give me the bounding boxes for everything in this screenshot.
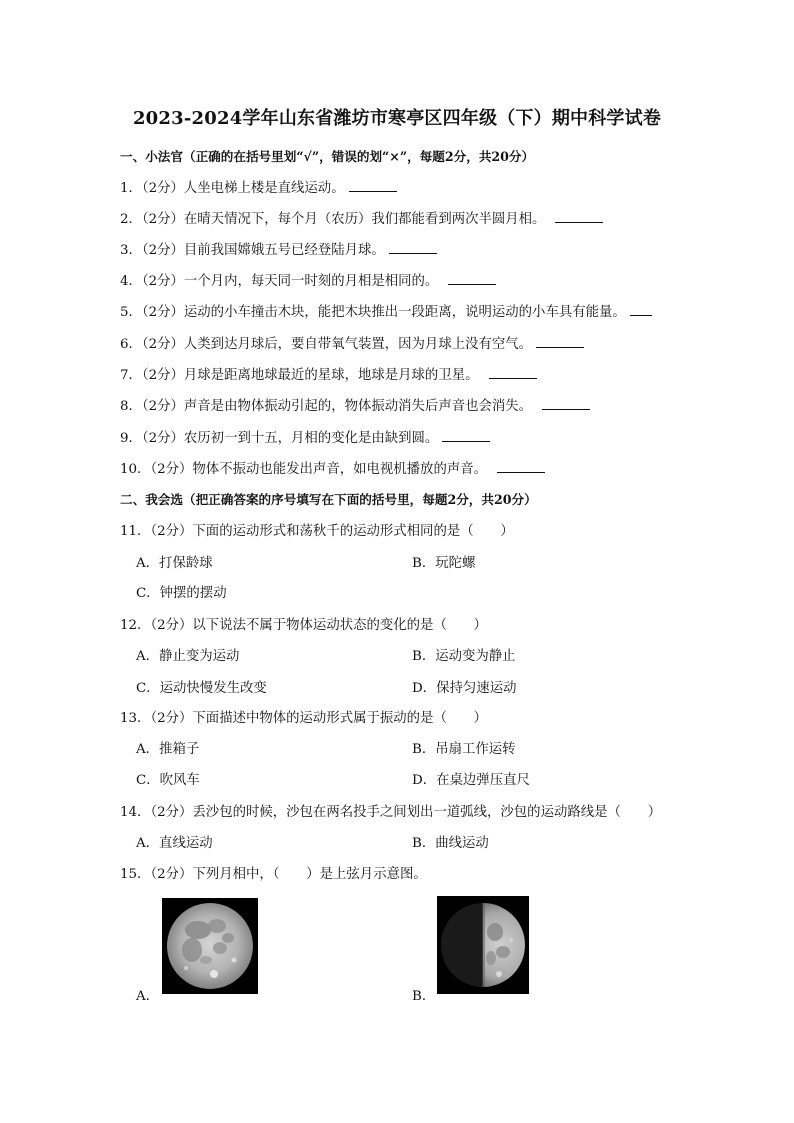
question-8-text: 8．（2分）声音是由物体振动引起的，物体振动消失后声音也会消失。 xyxy=(120,399,533,414)
option-15-a[interactable]: A． xyxy=(136,989,160,1004)
option-13-b[interactable]: B．吊扇工作运转 xyxy=(412,742,516,757)
full-moon-image[interactable] xyxy=(162,898,258,994)
option-12-c[interactable]: C．运动快慢发生改变 xyxy=(136,681,267,696)
exam-title: 2023-2024学年山东省潍坊市寒亭区四年级（下）期中科学试卷 xyxy=(132,108,662,129)
question-12: 12．（2分）以下说法不属于物体运动状态的变化的是（ ） xyxy=(120,618,488,633)
question-7-text: 7．（2分）月球是距离地球最近的星球，地球是月球的卫星。 xyxy=(120,368,479,383)
question-14: 14．（2分）丢沙包的时候，沙包在两名投手之间划出一道弧线，沙包的运动路线是（ ） xyxy=(120,805,662,820)
answer-blank[interactable] xyxy=(442,429,490,442)
question-5-text: 5．（2分）运动的小车撞击木块，能把木块推出一段距离，说明运动的小车具有能量。 xyxy=(120,305,626,320)
answer-blank[interactable] xyxy=(497,460,545,473)
answer-blank[interactable] xyxy=(349,179,397,192)
question-11: 11．（2分）下面的运动形式和荡秋千的运动形式相同的是（ ） xyxy=(120,524,514,539)
question-9 xyxy=(120,427,490,446)
question-1 xyxy=(120,177,397,196)
question-3-text: 3．（2分）目前我国嫦娥五号已经登陆月球。 xyxy=(120,243,385,258)
option-12-b[interactable]: B．运动变为静止 xyxy=(412,649,516,664)
question-15: 15．（2分）下列月相中，（ ）是上弦月示意图。 xyxy=(120,867,427,882)
question-2-text: 2．（2分）在晴天情况下，每个月（农历）我们都能看到两次半圆月相。 xyxy=(120,212,546,227)
option-15-b[interactable]: B． xyxy=(412,989,436,1004)
question-6-text: 6．（2分）人类到达月球后，要自带氧气装置，因为月球上没有空气。 xyxy=(120,337,533,352)
option-11-a[interactable]: A．打保龄球 xyxy=(136,556,213,571)
question-4 xyxy=(120,270,496,289)
answer-blank[interactable] xyxy=(389,241,437,254)
option-14-b[interactable]: B．曲线运动 xyxy=(412,836,489,851)
question-6 xyxy=(120,333,584,352)
question-4-text: 4．（2分）一个月内，每天同一时刻的月相是相同的。 xyxy=(120,274,439,289)
answer-blank[interactable] xyxy=(536,335,584,348)
question-2 xyxy=(120,208,603,227)
option-11-c[interactable]: C．钟摆的摆动 xyxy=(136,586,227,601)
option-13-a[interactable]: A．推箱子 xyxy=(136,742,200,757)
question-5 xyxy=(120,301,652,320)
question-1-text: 1．（2分）人坐电梯上楼是直线运动。 xyxy=(120,181,345,196)
full-moon-icon xyxy=(162,898,258,994)
first-quarter-moon-icon xyxy=(437,896,529,994)
answer-blank[interactable] xyxy=(555,210,603,223)
question-10 xyxy=(120,458,545,477)
option-13-d[interactable]: D．在桌边弹压直尺 xyxy=(412,773,530,788)
question-8 xyxy=(120,395,590,414)
option-11-b[interactable]: B．玩陀螺 xyxy=(412,556,476,571)
option-12-a[interactable]: A．静止变为运动 xyxy=(136,649,240,664)
question-9-text: 9．（2分）农历初一到十五，月相的变化是由缺到圆。 xyxy=(120,431,439,446)
question-7 xyxy=(120,364,537,383)
option-14-a[interactable]: A．直线运动 xyxy=(136,836,213,851)
answer-blank[interactable] xyxy=(489,366,537,379)
question-10-text: 10．（2分）物体不振动也能发出声音，如电视机播放的声音。 xyxy=(120,462,488,477)
question-3 xyxy=(120,239,437,258)
option-12-d[interactable]: D．保持匀速运动 xyxy=(412,681,517,696)
answer-blank[interactable] xyxy=(448,272,496,285)
first-quarter-moon-image[interactable] xyxy=(437,896,529,994)
section-1-heading: 一、小法官（正确的在括号里划“√”，错误的划“×”，每题2分，共20分） xyxy=(120,149,535,164)
section-2-heading: 二、我会选（把正确答案的序号填写在下面的括号里，每题2分，共20分） xyxy=(120,492,537,507)
answer-blank[interactable] xyxy=(542,397,590,410)
answer-blank[interactable] xyxy=(630,303,652,316)
option-13-c[interactable]: C．吹风车 xyxy=(136,773,200,788)
question-13: 13．（2分）下面描述中物体的运动形式属于振动的是（ ） xyxy=(120,711,488,726)
